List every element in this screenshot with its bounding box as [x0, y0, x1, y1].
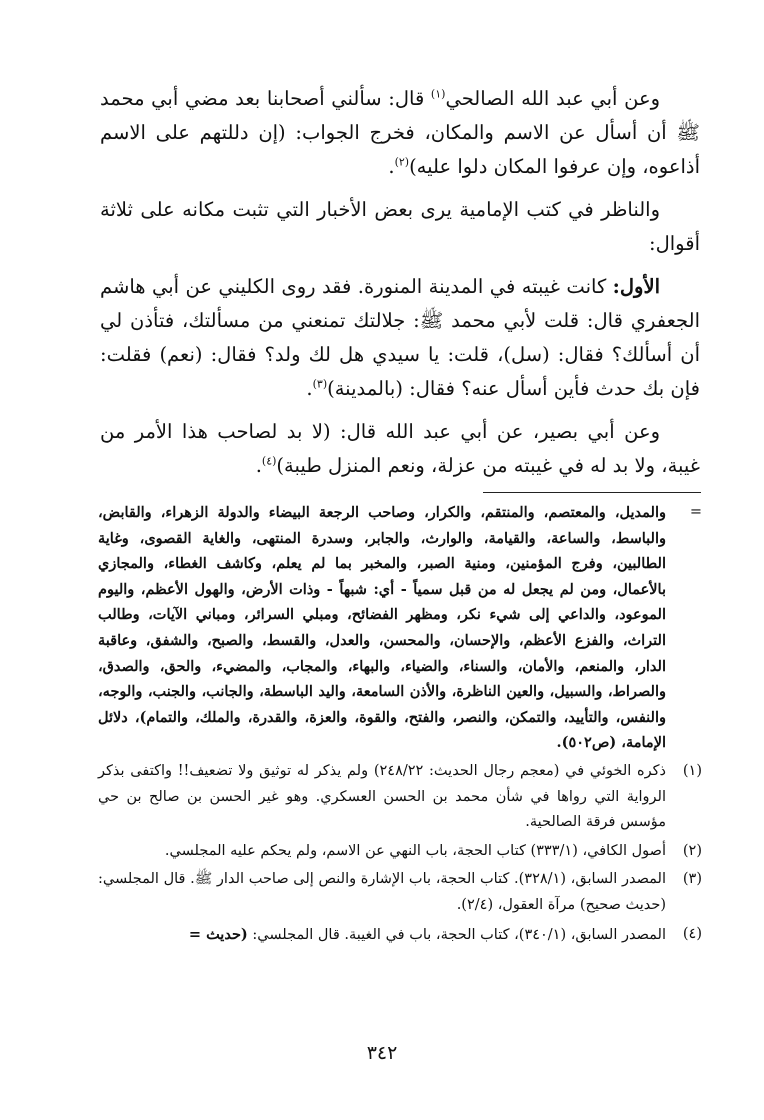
p3-end: . — [306, 377, 313, 400]
p4-text: وعن أبي بصير، عن أبي عبد الله قال: (لا بد لصاحب هذا الأمر من غيبة، ولا بد له في غيبته من عزلة، ونعم المنزل طيبة) — [100, 420, 700, 477]
footnote-number: (٤) — [682, 925, 702, 942]
footnote-text — [98, 922, 666, 949]
footnote-text: ذكره الخوئي في (معجم رجال الحديث: ٢٤٨/٢٢) ولم يذكر له توثيق ولا تضعيف!! واكتفى بذكر الرواية التي رواها في شأن محمد بن الحسن العسكري. وهو غير الحسن بن صالح بن حي مؤسس فرقة الصالحية. — [98, 762, 666, 831]
footnote-text: أصول الكافي، (٣٣٣/١) كتاب الحجة، باب النهي عن الاسم، ولم يحكم عليه المجلسي. — [164, 842, 666, 859]
footnotes — [98, 500, 702, 948]
footnote-separator — [483, 492, 701, 493]
footnote-text-tail: (حديث = — [188, 925, 248, 943]
continuation-mark: = — [689, 504, 702, 520]
footnote-ref-1[interactable]: (١) — [430, 87, 446, 101]
footnote-text-main: المصدر السابق، (٣٤٠/١)، كتاب الحجة، باب في الغيبة. قال المجلسي: — [247, 926, 666, 943]
footnote-continuation — [98, 500, 702, 756]
p3-text: كانت غيبته في المدينة المنورة. فقد روى الكليني عن أبي هاشم الجعفري قال: قلت لأبي محمد ﷺ: جلالتك تمنعني من مسألتك، فتأذن لي أن أسألك؟ فقال: (سل)، قلت: يا سيدي هل لك ولد؟ فقال: (نعم) فقلت: فإن بك حدث فأين أسأل عنه؟ فقال: (بالمدينة) — [100, 275, 700, 400]
footnote-number: (١) — [682, 762, 702, 779]
footnote-ref-4[interactable]: (٤) — [261, 454, 277, 468]
footnote-ref-2[interactable]: (٢) — [394, 155, 410, 169]
p1-text-b: قال: سألني أصحابنا بعد مضي أبي محمد ﷺ أن أسأل عن الاسم والمكان، فخرج الجواب: (إن دللتهم على الاسم أذاعوه، وإن عرفوا المكان دلوا عليه) — [100, 87, 700, 178]
footnote-4 — [98, 922, 702, 949]
footnote-text: المصدر السابق، (٣٢٨/١). كتاب الحجة، باب الإشارة والنص إلى صاحب الدار ﷺ. قال المجلسي: (حديث صحيح) مرآة العقول، (٢/٤). — [98, 871, 666, 913]
footnote-number: (٣) — [682, 871, 702, 888]
main-text — [100, 82, 700, 492]
footnote-2 — [98, 839, 702, 865]
p3-lead: الأول: — [612, 275, 660, 298]
footnote-ref-3[interactable]: (٣) — [312, 377, 328, 391]
footnote-1 — [98, 759, 702, 836]
footnote-3 — [98, 867, 702, 918]
page-number: ٣٤٢ — [366, 1042, 398, 1064]
paragraph-3 — [100, 270, 700, 406]
continuation-text: والمديل، والمعتصم، والمنتقم، والكرار، وصاحب الرجعة البيضاء والدولة الزهراء، والقابض، والباسط، والساعة، والقيامة، والوارث، والجابر، وسدرة المنتهى، والغاية القصوى، وغاية الطالبين، وفرج المؤمنين، ومنية الصبر، والمخبر بما لم يعلم، وكاشف الغطاء، والمجازي بالأعمال، ومن لم يجعل له من قبل سمياً - أي: شبهاً - وذات الأرض، والهول الأعظم، واليوم الموعود، والداعي إلى شيء نكر، ومظهر الفضائح، ومبلي السرائر، ومباني الآيات، وطالب التراث، والفزع الأعظم، والإحسان، والمحسن، والعدل، والقسط، والصبح، والشفق، وعاقبة الدار، والمنعم، والأمان، والسناء، والضياء، والبهاء، والمجاب، والمضيء، والحق، والصدق، والصراط، والسبيل، والعين الناظرة، والأذن السامعة، واليد الباسطة، والجانب، والجنب، والوجه، والنفس، والتأييد، والتمكن، والنصر، والفتح، والقوة، والعزة، والقدرة، والملك، والتمام)، دلائل الإمامة، (ص٥٠٢). — [98, 504, 666, 752]
paragraph-4 — [100, 415, 700, 483]
p1-text-a: وعن أبي عبد الله الصالحي — [445, 87, 661, 110]
paragraph-1 — [100, 82, 700, 184]
p1-end: . — [388, 155, 395, 178]
footnote-number: (٢) — [682, 842, 702, 859]
paragraph-2: والناظر في كتب الإمامية يرى بعض الأخبار التي تثبت مكانه على ثلاثة أقوال: — [100, 198, 700, 255]
p4-end: . — [255, 454, 262, 477]
